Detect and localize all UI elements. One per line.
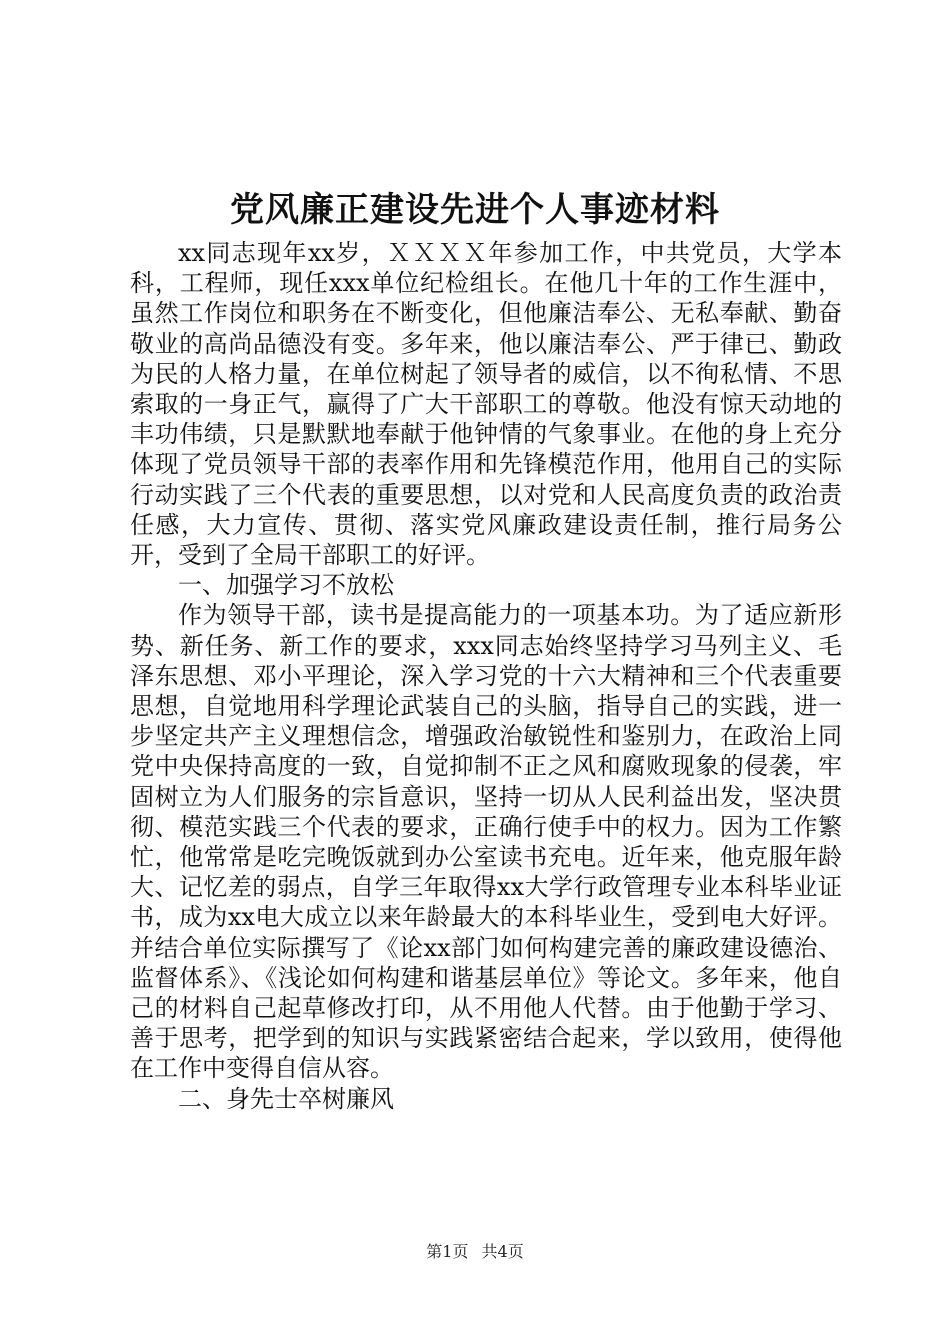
page-footer [0, 1240, 950, 1264]
section-heading-integrity: 二、身先士卒树廉风 [178, 1084, 394, 1113]
paragraph-intro: xx同志现年xx岁，ＸＸＸＸ年参加工作，中共党员，大学本科，工程师，现任xxx单位纪检组长。在他几十年的工作生涯中，虽然工作岗位和职务在不断变化，但他廉洁奉公、无私奉献、勤奋敬业的高尚品德没有变。多年来，他以廉洁奉公、严于律已、勤政为民的人格力量，在单位树起了领导者的威信，以不徇私情、不思索取的一身正气，赢得了广大干部职工的尊敬。他没有惊天动地的丰功伟绩，只是默默地奉献于他钟情的气象事业。在他的身上充分体现了党员领导干部的表率作用和先锋模范作用，他用自己的实际行动实践了三个代表的重要思想，以对党和人民高度负责的政治责任感，大力宣传、贯彻、落实党风廉政建设责任制，推行局务公开，受到了全局干部职工的好评。 [130, 239, 842, 570]
page-total: 共4页 [481, 1242, 524, 1261]
paragraph-study: 作为领导干部，读书是提高能力的一项基本功。为了适应新形势、新任务、新工作的要求，xxx同志始终坚持学习马列主义、毛泽东思想、邓小平理论，深入学习党的十六大精神和三个代表重要思想，自觉地用科学理论武装自己的头脑，指导自己的实践，进一步坚定共产主义理想信念，增强政治敏锐性和鉴别力，在政治上同党中央保持高度的一致，自觉抑制不正之风和腐败现象的侵袭，牢固树立为人们服务的宗旨意识，坚持一切从人民利益出发，坚决贯彻、模范实践三个代表的要求，正确行使手中的权力。因为工作繁忙，他常常是吃完晚饭就到办公室读书充电。近年来，他克服年龄大、记忆差的弱点，自学三年取得xx大学行政管理专业本科毕业证书，成为xx电大成立以来年龄最大的本科毕业生，受到电大好评。并结合单位实际撰写了《论xx部门如何构建完善的廉政建设德治、监督体系》、《浅论如何构建和谐基层单位》等论文。多年来，他自己的材料自己起草修改打印，从不用他人代替。由于他勤于学习、善于思考，把学到的知识与实践紧密结合起来，学以致用，使得他在工作中变得自信从容。 [130, 601, 842, 1083]
document-title: 党风廉正建设先进个人事迹材料 [230, 190, 720, 230]
section-heading-study: 一、加强学习不放松 [178, 571, 394, 600]
page-number: 第1页 [426, 1242, 469, 1261]
document-body [130, 238, 842, 1114]
